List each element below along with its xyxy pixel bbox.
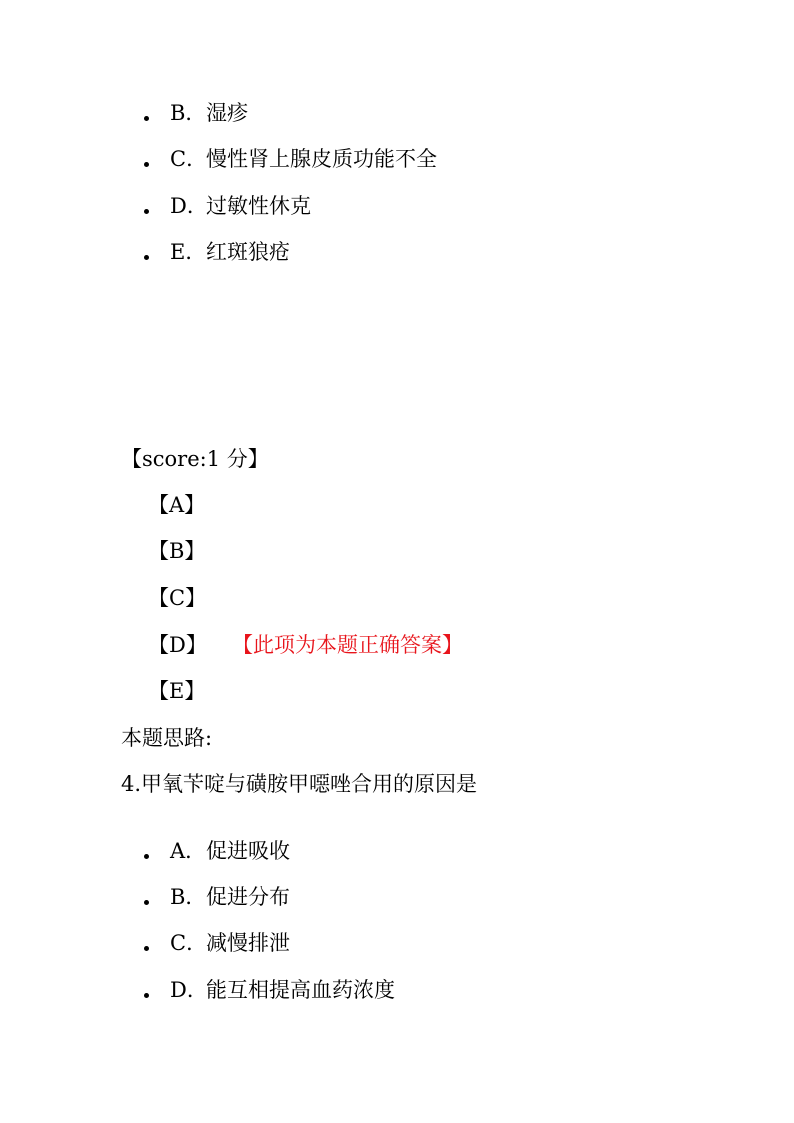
question-text: 4.甲氧苄啶与磺胺甲噁唑合用的原因是	[121, 772, 478, 796]
option-text: 慢性肾上腺皮质功能不全	[206, 147, 437, 171]
option-letter: A．	[170, 839, 207, 863]
list-bullet	[144, 946, 149, 951]
option-letter: D．	[170, 194, 208, 218]
option-letter: B．	[170, 885, 207, 909]
option-e	[170, 242, 290, 263]
score-label: 【score:1 分】	[121, 447, 269, 471]
explanation-label: 本题思路:	[121, 726, 213, 750]
option-text: 促进分布	[206, 885, 290, 909]
list-bullet	[144, 116, 149, 121]
list-bullet	[144, 255, 149, 260]
option-text: 能互相提高血药浓度	[206, 978, 395, 1002]
list-bullet	[144, 162, 149, 167]
list-bullet	[144, 854, 149, 859]
option-b	[170, 103, 248, 124]
option-letter: D．	[170, 978, 208, 1002]
option-d	[170, 980, 395, 1001]
option-text: 促进吸收	[206, 839, 290, 863]
list-bullet	[144, 900, 149, 905]
option-text: 减慢排泄	[206, 931, 290, 955]
option-d	[170, 196, 311, 217]
option-text: 红斑狼疮	[206, 240, 290, 264]
option-c	[170, 933, 290, 954]
answer-c: 【C】	[148, 586, 207, 610]
answer-e: 【E】	[148, 679, 206, 703]
option-letter: E．	[170, 240, 207, 264]
option-letter: C．	[170, 931, 208, 955]
option-text: 过敏性休克	[206, 194, 311, 218]
answer-d: 【D】	[148, 633, 207, 657]
option-text: 湿疹	[206, 101, 248, 125]
list-bullet	[144, 993, 149, 998]
answer-a: 【A】	[148, 493, 206, 517]
option-letter: C．	[170, 147, 208, 171]
option-b	[170, 887, 290, 908]
option-letter: B．	[170, 101, 207, 125]
option-c	[170, 149, 437, 170]
answer-b: 【B】	[148, 539, 206, 563]
option-a	[170, 841, 290, 862]
list-bullet	[144, 209, 149, 214]
correct-answer-mark: 【此项为本题正确答案】	[232, 633, 463, 657]
